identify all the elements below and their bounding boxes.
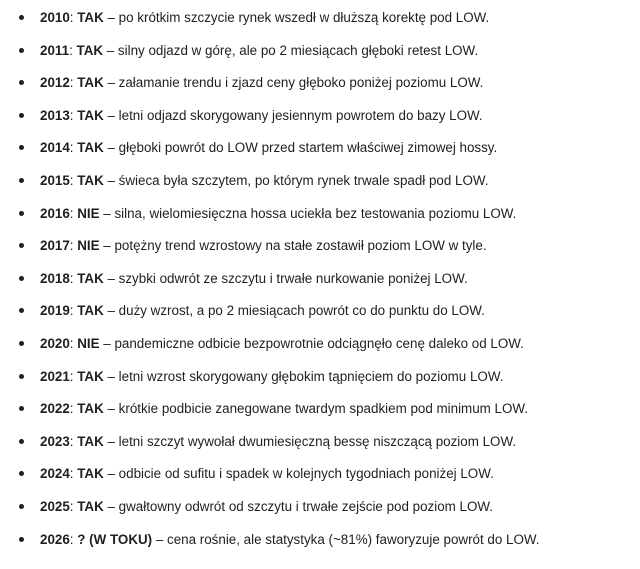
item-description: – po krótkim szczycie rynek wszedł w dłuższą korektę pod LOW. [103,10,490,25]
item-year: 2015 [40,172,70,188]
bullet-icon [19,178,24,183]
item-status: TAK [77,140,104,156]
item-separator: : [69,401,78,417]
item-status: TAK [77,303,104,319]
item-description: – letni szczyt wywołał dwumiesięczną bessę niszczącą poziom LOW. [103,433,517,449]
item-separator: : [69,10,78,25]
item-year: 2020 [40,335,70,351]
item-description: – silny odjazd w górę, ale po 2 miesiącach głęboki retest LOW. [103,42,479,58]
item-separator: : [69,531,78,547]
bullet-icon [19,276,24,281]
item-separator: : [69,75,78,91]
item-year: 2018 [40,270,70,286]
item-year: 2013 [40,107,70,123]
item-separator: : [69,172,78,188]
item-status: TAK [77,172,104,188]
bullet-icon [19,406,24,411]
item-description: – szybki odwrót ze szczytu i trwałe nurkowanie poniżej LOW. [103,270,468,286]
item-description: – załamanie trendu i zjazd ceny głęboko poniżej poziomu LOW. [103,75,484,91]
item-separator: : [69,238,78,254]
item-description: – silna, wielomiesięczna hossa uciekła bez testowania poziomu LOW. [99,205,517,221]
item-year: 2012 [40,75,70,91]
item-separator: : [69,433,78,449]
item-status: TAK [77,401,104,417]
item-status: NIE [77,205,100,221]
bullet-icon [19,80,24,85]
list-item [0,529,640,562]
bullet-icon [19,374,24,379]
item-description: – głęboki powrót do LOW przed startem właściwej zimowej hossy. [103,140,498,156]
item-status: TAK [77,270,104,286]
bullet-icon [19,308,24,313]
list-item [0,496,640,529]
list-item [0,203,640,236]
item-year: 2025 [40,498,70,514]
bullet-icon [19,113,24,118]
item-year: 2022 [40,401,70,417]
item-status: NIE [77,238,100,254]
item-year: 2014 [40,140,70,156]
item-separator: : [69,368,78,384]
item-description: – duży wzrost, a po 2 miesiącach powrót co do punktu do LOW. [103,303,485,319]
list-item [0,268,640,301]
bullet-icon [19,341,24,346]
item-status: TAK [77,10,104,25]
item-year: 2019 [40,303,70,319]
item-status: TAK [77,498,104,514]
bullet-icon [19,211,24,216]
item-year: 2017 [40,238,70,254]
item-description: – gwałtowny odwrót od szczytu i trwałe zejście pod poziom LOW. [103,498,494,514]
list-item [0,463,640,496]
item-year: 2026 [40,531,70,547]
item-status: NIE [77,335,100,351]
item-status: TAK [77,368,104,384]
bullet-icon [19,439,24,444]
list-item [0,170,640,203]
bullet-icon [19,471,24,476]
item-description: – odbicie od sufitu i spadek w kolejnych tygodniach poniżej LOW. [103,466,494,482]
item-separator: : [69,335,78,351]
item-description: – krótkie podbicie zanegowane twardym spadkiem pod minimum LOW. [103,401,529,417]
list-item [0,366,640,399]
item-status: TAK [77,107,104,123]
bullet-icon [19,48,24,53]
item-status: TAK [77,75,104,91]
item-description: – świeca była szczytem, po którym rynek trwale spadł pod LOW. [103,172,489,188]
item-description: – pandemiczne odbicie bezpowrotnie odciągnęło cenę daleko od LOW. [99,335,524,351]
list-item [0,105,640,138]
item-separator: : [69,205,78,221]
bullet-icon [19,504,24,509]
list-item [0,235,640,268]
bullet-icon [19,15,24,20]
list-item [0,137,640,170]
list-item [0,7,640,40]
item-separator: : [69,107,78,123]
list-item [0,72,640,105]
bullet-icon [19,537,24,542]
item-status: ? (W TOKU) [77,531,153,547]
bullet-icon [19,145,24,150]
item-description: – cena rośnie, ale statystyka (~81%) faworyzuje powrót do LOW. [152,531,540,547]
list-item [0,398,640,431]
item-separator: : [69,42,77,58]
item-description: – letni wzrost skorygowany głębokim tąpnięciem do poziomu LOW. [103,368,504,384]
item-separator: : [69,270,78,286]
list-item [0,300,640,333]
item-status: TAK [77,466,104,482]
item-year: 2024 [40,466,70,482]
list-item [0,333,640,366]
item-year: 2023 [40,433,70,449]
bullet-icon [19,243,24,248]
item-separator: : [69,466,78,482]
item-status: TAK [77,433,104,449]
item-separator: : [69,140,78,156]
item-status: TAK [76,42,104,58]
item-year: 2021 [40,368,70,384]
item-separator: : [69,498,78,514]
list-item [0,431,640,464]
item-year: 2016 [40,205,70,221]
item-year: 2011 [40,42,70,58]
list-item [0,40,640,73]
item-description: – letni odjazd skorygowany jesiennym powrotem do bazy LOW. [103,107,483,123]
item-year: 2010 [40,10,70,25]
item-separator: : [69,303,78,319]
item-description: – potężny trend wzrostowy na stałe zostawił poziom LOW w tyle. [99,238,487,254]
